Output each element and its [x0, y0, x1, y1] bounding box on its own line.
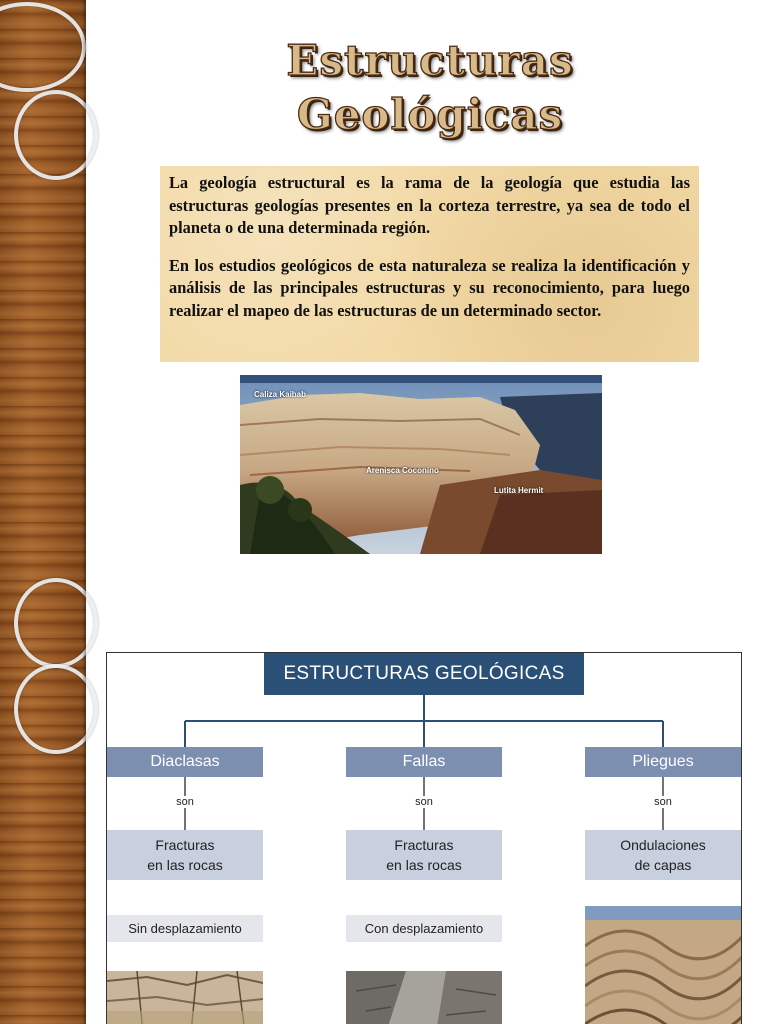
photo-label-hermit: Lutita Hermit: [494, 486, 544, 495]
intro-text-box: [160, 166, 699, 362]
connector-son: son: [643, 796, 683, 808]
description-diaclasas: Fracturas en las rocas: [107, 830, 263, 880]
binder-ring-icon: [14, 90, 98, 180]
displacement-fallas: Con desplazamiento: [346, 915, 502, 942]
title-line-2: Geológicas: [296, 90, 564, 139]
category-diaclasas: Diaclasas: [107, 747, 263, 777]
connector-son: son: [404, 796, 444, 808]
title-line-1: Estructuras: [286, 36, 574, 85]
category-fallas: Fallas: [346, 747, 502, 777]
binder-ring-icon: [0, 2, 86, 92]
photo-label-coconino: Arenisca Coconino: [366, 466, 439, 475]
canyon-illustration: [240, 375, 602, 554]
canyon-photo: [240, 375, 602, 554]
diagram-header: ESTRUCTURAS GEOLÓGICAS: [264, 653, 584, 695]
connector-son: son: [165, 796, 205, 808]
displacement-diaclasas: Sin desplazamiento: [107, 915, 263, 942]
intro-paragraph-2: En los estudios geológicos de esta naturaleza se realiza la identificación y análisis de las principales estructuras y su reconocimiento, para luego realizar el mapeo de las estructuras de un determinado sector.: [169, 255, 690, 320]
page-title: [250, 34, 610, 142]
photo-label-kaibab: Caliza Kaibab: [254, 390, 307, 399]
rock-illustration: [107, 971, 263, 1024]
structures-diagram: [106, 652, 742, 1024]
wood-sidebar: [0, 0, 86, 1024]
intro-paragraph-1: La geología estructural es la rama de la geología que estudia las estructuras geologías presentes en la corteza terrestre, ya sea de todo el planeta o de una determinada región.: [169, 173, 690, 238]
fallas-rock-photo: [346, 971, 502, 1024]
description-pliegues: Ondulaciones de capas: [585, 830, 741, 880]
pliegues-rock-photo: [585, 906, 742, 1024]
category-pliegues: Pliegues: [585, 747, 741, 777]
diaclasas-rock-photo: [107, 971, 263, 1024]
description-fallas: Fracturas en las rocas: [346, 830, 502, 880]
binder-ring-icon: [14, 664, 98, 754]
rock-illustration: [346, 971, 502, 1024]
rock-illustration: [585, 906, 742, 1024]
binder-ring-icon: [14, 578, 98, 668]
